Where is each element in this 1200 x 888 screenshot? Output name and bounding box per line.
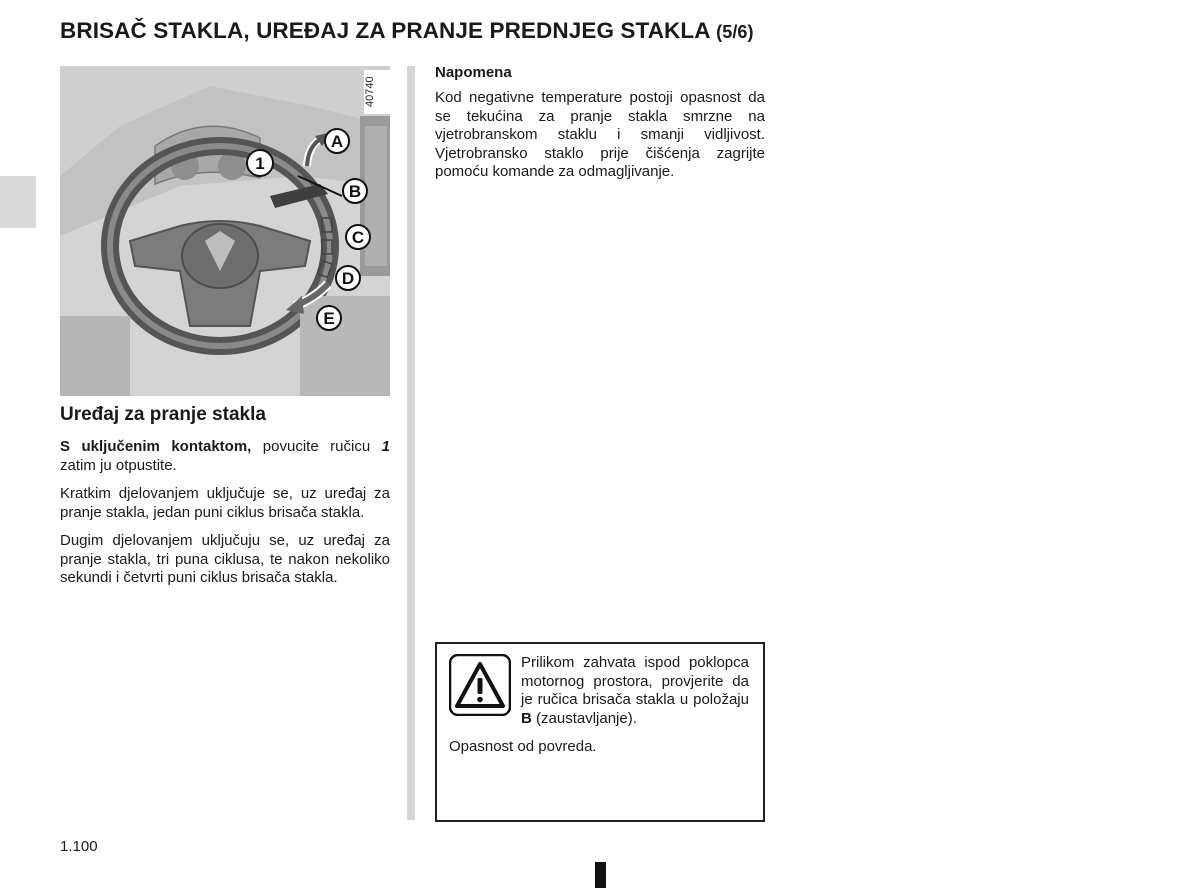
figure-ref-number: 40740: [364, 70, 390, 114]
page-title-part: (5/6): [716, 22, 754, 42]
page-edge-mark: [595, 862, 606, 888]
section-tab: [0, 176, 36, 228]
wiper-stalk-diagram: [60, 66, 390, 396]
label-b: B: [348, 182, 362, 201]
position-b-ref: B: [521, 709, 532, 727]
warning-text-2: Opasnost od povreda.: [449, 738, 597, 755]
note-box: [435, 64, 765, 182]
warning-icon: [449, 654, 511, 716]
washer-heading: Uređaj za pranje stakla: [60, 404, 266, 425]
lever-ref: 1: [381, 438, 390, 455]
note-heading: Napomena: [435, 64, 512, 81]
washer-paragraph-2: Kratkim djelovanjem uključuje se, uz uređaj za pranje stakla, jedan puni ciklus brisača stakla.: [60, 485, 390, 521]
steering-wheel-illustration: [60, 66, 390, 396]
note-text: Kod negativne temperature postoji opasnost da se tekućina za pranje stakla smrzne na vjetrobranskom staklu i smanji vidljivost. Vjetrobransko staklo prije čišćenja zagrijte pomoću komande za odmagljivanje.: [435, 89, 765, 180]
washer-section: [60, 404, 390, 598]
warning-text: Prilikom zahvata ispod poklopca motornog prostora, provjerite da je ručica brisača stakla u položaju B (zaustavljanje).: [521, 654, 749, 727]
warning-box: [435, 642, 765, 822]
page-title-main: BRISAČ STAKLA, UREĐAJ ZA PRANJE PREDNJEG STAKLA: [60, 18, 710, 43]
page-number: 1.100: [60, 838, 98, 855]
label-e: E: [323, 309, 335, 328]
ignition-on-phrase: S uključenim kontaktom,: [60, 438, 252, 455]
page-title: [60, 18, 754, 44]
column-divider: [407, 66, 415, 820]
washer-paragraph-1: S uključenim kontaktom, povucite ručicu 1 zatim ju otpustite.: [60, 438, 390, 474]
label-d: D: [341, 269, 355, 288]
label-a: A: [330, 132, 344, 151]
washer-paragraph-3: Dugim djelovanjem uključuju se, uz uređaj za pranje stakla, tri puna ciklusa, te nakon nekoliko sekundi i četvrti puni ciklus brisača stakla.: [60, 532, 390, 586]
label-lever: 1: [255, 154, 265, 173]
label-c: C: [351, 228, 365, 247]
